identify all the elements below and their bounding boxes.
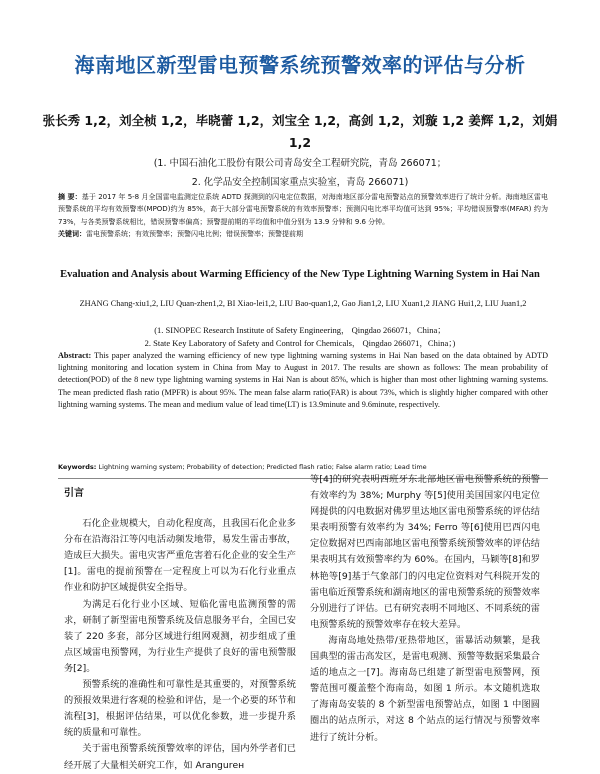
chinese-abstract-text: 基于 2017 年 5-8 月全国雷电监测定位系统 ADTD 探测到的闪电定位数据，对海南地区部分雷电预警站点的预警效率进行了统计分析。海南地区雷电预警系统的平均有效预警率(MPOD)约为 85%，高于大部分雷电预警系统的有效率预警率；预测闪电比率平均值可达到 95%；平均错误预警率(MFAR) 约为 73%，与各类预警系统相比，错误预警率偏高；预警提前期的平均值和中值分别为 13.9 分钟和 9.6 分钟。 — [58, 193, 548, 226]
english-authors: ZHANG Chang-xiu1,2, LIU Quan-zhen1,2, BI Xiao-lei1,2, LIU Bao-quan1,2, Gao Jian1,2, LIU Xuan1,2 JIANG Hui1,2, LIU Juan1,2 — [79, 299, 527, 308]
chinese-abstract-label: 摘 要： — [58, 193, 82, 201]
introduction-heading: 引言 — [64, 488, 84, 499]
english-affiliation-2: 2. State Key Laboratory of Safety and Control for Chemicals， Qingdao 266071，China；) — [144, 338, 456, 348]
english-title: Evaluation and Analysis about Warming Efficiency of the New Type Lightning Warning System in Hai Nan — [60, 269, 540, 280]
body-paragraph: 为满足石化行业小区域、短临化雷电监测预警的需求，研制了新型雷电预警系统及信息服务平台，全国已安装了 220 多套，部分区域进行组网观测，初步组成了重点区域雷电预警网，为行业生产提供了良好的雷电预警服务[2]。 — [64, 598, 296, 674]
body-left-column — [64, 486, 296, 774]
english-affiliations — [60, 324, 540, 350]
english-affiliation-1: (1. SINOPEC Research Institute of Safety Engineering， Qingdao 266071，China； — [154, 325, 446, 335]
body-paragraph: 关于雷电预警系统预警效率的评估，国内外学者们已经开展了大量相关研究工作，如 Arangurен — [64, 743, 296, 771]
chinese-affiliation-1: (1. 中国石油化工股份有限公司青岛安全工程研究院，青岛 266071； — [153, 158, 447, 169]
body-paragraph: 石化企业规模大，自动化程度高，且我国石化企业多分布在沿海沿江等闪电活动频发地带，易发生雷击事故，造成巨大损失。雷电灾害严重危害着石化企业的安全生产[1]。雷电的提前预警在一定程度上可以为石化行业重点作业和防护区域提供安全指导。 — [64, 518, 296, 594]
body-paragraph: 预警系统的准确性和可靠性是其重要的，对预警系统的预报效果进行客观的检验和评估，是一个必要的环节和流程[3]，根据评估结果，可以优化参数，进一步提升系统的质量和可靠性。 — [64, 679, 296, 739]
body-paragraph: 等[4]的研究表明西班牙东北部地区雷电预警系统的预警有效率约为 38%; Murphy 等[5]使用美国国家闪电定位网提供的闪电数据对佛罗里达地区雷电预警系统的评估结果表明预警有效率约为 34%; Ferro 等[6]使用巴西闪电定位数据对巴西南部地区雷电预警系统预警效率的评估结果表明其有效预警率约为 60%。在国内，马颖等[8]和罗林艳等[9]基于气象部门的闪电定位资料对气科院开发的雷电临近预警系统和湖南地区的雷电预警系统的预警效率分别进行了评估。已有研究表明不同地区、不同系统的雷电预警系统的预警效率存在较大差异。 — [310, 474, 540, 630]
english-keywords: Lightning warning system; Probability of detection; Predicted flash ratio; False alarm ratio; Lead time — [98, 463, 427, 471]
chinese-affiliations — [60, 154, 540, 192]
chinese-keywords-label: 关键词： — [58, 230, 86, 239]
body-paragraph: 海南岛地处热带/亚热带地区，雷暴活动频繁，是我国典型的雷击高发区，是雷电观测、预警等数据采集最合适的地点之一[7]。海南岛已组建了新型雷电预警网，预警范围可覆盖整个海南岛，如图 1 所示。本文随机选取了海南岛安装的 8 个新型雷电预警站点，如图 1 中图圆圈出的站点所示，对这 8 个站点的运行情况与预警效率进行了统计分析。 — [310, 634, 540, 743]
chinese-abstract — [58, 191, 548, 241]
chinese-affiliation-2: 2. 化学品安全控制国家重点实验室，青岛 266071) — [191, 177, 409, 188]
chinese-title: 海南地区新型雷电预警系统预警效率的评估与分析 — [74, 53, 526, 77]
chinese-authors: 张长秀 1,2，刘全桢 1,2，毕晓蕾 1,2，刘宝全 1,2，高剑 1,2，刘璇 1,2 姜辉 1,2，刘娟 1,2 — [42, 113, 558, 150]
english-keywords-label: Keywords: — [58, 463, 97, 471]
english-keywords-line — [58, 462, 548, 472]
body-right-column — [310, 472, 540, 746]
english-abstract — [58, 350, 548, 411]
english-abstract-text: This paper analyzed the warning efficiency of new type lightning warning systems in Hai Nan based on the data obtained by ADTD lightning monitoring and location system in China from May to August in 2017. The results are shown as follows: The mean probability of detection(POD) of the 8 new type lightning warning systems in Hai Nan is about 85%, which is higher than most other lightning warning systems. The mean predicted flash ratio (MPFR) is about 95%. The mean false alarm ratio(FAR) is about 73%, which is slightly higher compared with other lightning warning systems. The mean and medium value of lead time(LT) is 13.9minute and 9.6minute, respectively. — [58, 351, 548, 409]
chinese-keywords: 雷电预警系统；有效预警率；预警闪电比例；错误预警率；预警提前期 — [86, 230, 303, 239]
english-abstract-label: Abstract: — [58, 351, 92, 360]
